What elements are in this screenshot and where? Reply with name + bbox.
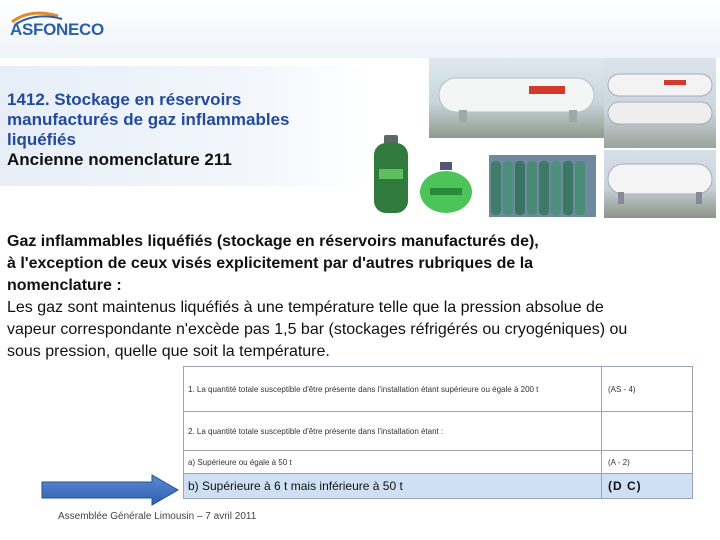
lead-line-1: Gaz inflammables liquéfiés (stockage en réservoirs manufacturés de), [7,233,539,250]
row-label: a) Supérieure ou égale à 50 t [184,451,602,474]
footer-text: Assemblée Générale Limousin – 7 avril 2011 [58,511,257,522]
table-row [184,451,693,474]
tank-photo-2 [604,58,716,148]
tank-photo-3 [604,150,716,218]
title-line-3: liquéfiés [7,130,76,149]
cylinder-rack-photo [489,155,596,217]
small-cylinder-image [416,160,476,215]
title-line-2: manufacturés de gaz inflammables [7,110,290,129]
text-line-2: vapeur correspondante n'excède pas 1,5 bar (stockages réfrigérés ou cryogéniques) ou [7,321,628,338]
cylinder-rack-image [489,155,596,217]
table-row [184,367,693,412]
asfoneco-logo [10,6,130,48]
gas-cylinder-image [370,133,412,215]
row-label: b) Supérieure à 6 t mais inférieure à 50 t [184,474,602,499]
row-code: (D C) [602,474,693,499]
lead-line-3: nomenclature : [7,277,122,294]
slide-title [7,90,357,170]
text-line-3: sous pression, quelle que soit la température. [7,343,330,360]
logo-text: ASFONECO [10,20,104,39]
lead-line-2: à l'exception de ceux visés explicitement par d'autres rubriques de la [7,255,534,272]
row-label: 1. La quantité totale susceptible d'être présente dans l'installation étant supérieure ou égale à 200 t [184,367,602,412]
green-cylinder-photo [370,133,412,215]
tank-photo-1 [429,58,604,138]
title-subtitle: Ancienne nomenclature 211 [7,150,232,169]
description [7,231,717,363]
text-line-1: Les gaz sont maintenus liquéfiés à une température telle que la pression absolue de [7,299,604,316]
title-line-1: 1412. Stockage en réservoirs [7,90,242,109]
row-label: 2. La quantité totale susceptible d'être présente dans l'installation étant : [184,412,602,451]
storage-tanks-row-image [604,58,716,148]
row-code: (A - 2) [602,451,693,474]
table-row-highlighted [184,474,693,499]
table-row [184,412,693,451]
large-tank-image [604,150,716,218]
row-code [602,412,693,451]
small-cylinder-photo [416,160,476,215]
classification-table [183,366,693,499]
right-arrow-icon [40,473,180,507]
row-code: (AS - 4) [602,367,693,412]
storage-tank-image [429,58,604,138]
